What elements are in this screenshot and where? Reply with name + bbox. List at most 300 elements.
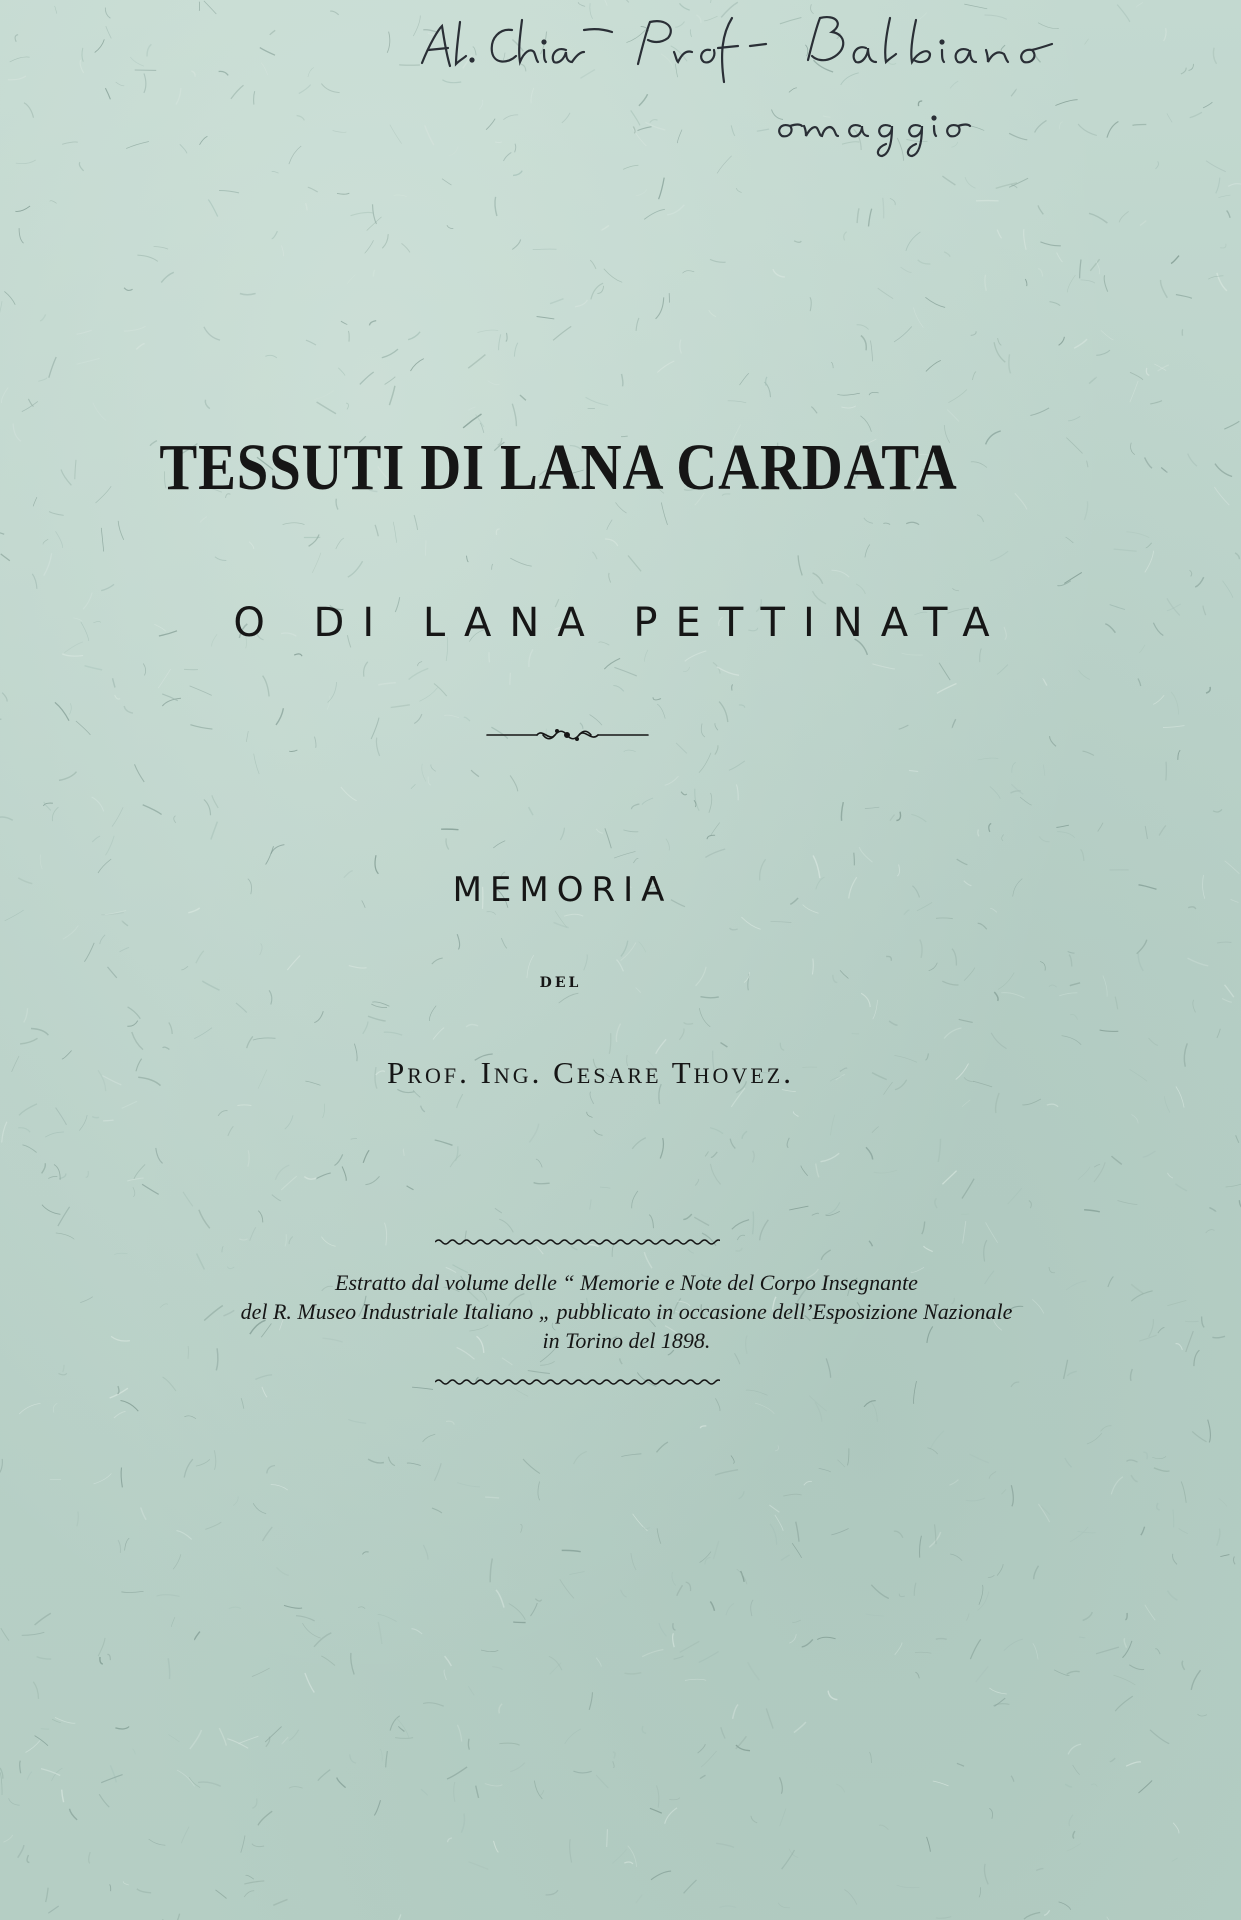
paper-fiber bbox=[826, 1211, 840, 1215]
paper-fiber bbox=[196, 951, 204, 963]
paper-fiber bbox=[1043, 765, 1045, 776]
paper-fiber bbox=[499, 1743, 519, 1745]
paper-fiber bbox=[260, 48, 275, 56]
paper-fiber bbox=[751, 1600, 753, 1616]
paper-fiber bbox=[409, 668, 429, 679]
paper-fiber bbox=[971, 331, 976, 335]
paper-fiber bbox=[52, 807, 58, 821]
paper-fiber bbox=[171, 1914, 180, 1920]
paper-fiber bbox=[273, 1899, 287, 1905]
paper-fiber bbox=[8, 76, 26, 80]
paper-fiber bbox=[299, 85, 311, 94]
paper-fiber bbox=[1009, 178, 1028, 187]
paper-fiber bbox=[643, 1527, 650, 1529]
paper-fiber bbox=[282, 1737, 288, 1744]
paper-fiber bbox=[733, 1705, 739, 1719]
paper-fiber bbox=[886, 956, 891, 960]
paper-fiber bbox=[666, 839, 670, 851]
paper-fiber bbox=[1206, 161, 1226, 172]
paper-fiber bbox=[227, 1739, 248, 1749]
paper-fiber bbox=[116, 82, 125, 86]
paper-fiber bbox=[915, 1672, 919, 1678]
paper-fiber bbox=[360, 372, 374, 384]
paper-fiber bbox=[607, 1829, 608, 1847]
paper-fiber bbox=[0, 1772, 2, 1795]
paper-fiber bbox=[1231, 899, 1239, 902]
paper-fiber bbox=[993, 1704, 1009, 1706]
paper-fiber bbox=[914, 1583, 916, 1596]
paper-fiber bbox=[363, 1150, 369, 1163]
paper-fiber bbox=[883, 523, 890, 524]
paper-fiber bbox=[841, 802, 843, 821]
paper-fiber bbox=[496, 529, 499, 535]
paper-fiber bbox=[760, 1220, 769, 1241]
paper-fiber bbox=[37, 1657, 52, 1660]
paper-fiber bbox=[874, 1170, 897, 1173]
paper-fiber bbox=[376, 738, 379, 756]
paper-fiber bbox=[407, 1186, 414, 1190]
paper-fiber bbox=[669, 1798, 680, 1800]
paper-fiber bbox=[127, 1178, 143, 1181]
paper-fiber bbox=[730, 1139, 735, 1149]
paper-fiber bbox=[926, 360, 941, 371]
paper-fiber bbox=[63, 1365, 64, 1372]
paper-fiber bbox=[106, 26, 112, 38]
paper-fiber bbox=[844, 1890, 857, 1905]
paper-fiber bbox=[476, 1786, 479, 1798]
paper-fiber bbox=[200, 136, 208, 145]
paper-fiber bbox=[680, 340, 682, 354]
paper-fiber bbox=[1150, 401, 1162, 404]
paper-fiber bbox=[204, 1, 216, 14]
paper-fiber bbox=[935, 1198, 937, 1208]
paper-fiber bbox=[810, 297, 811, 311]
heading-memoria: MEMORIA bbox=[452, 870, 673, 910]
paper-fiber bbox=[944, 252, 950, 257]
paper-fiber bbox=[390, 125, 402, 144]
paper-fiber bbox=[825, 1202, 839, 1215]
paper-fiber bbox=[18, 1845, 24, 1858]
paper-fiber bbox=[607, 520, 612, 530]
paper-fiber bbox=[685, 1679, 706, 1680]
paper-fiber bbox=[144, 74, 146, 93]
paper-fiber bbox=[158, 669, 171, 688]
paper-fiber bbox=[1011, 784, 1023, 794]
paper-fiber bbox=[428, 777, 431, 786]
paper-fiber bbox=[100, 935, 105, 944]
paper-fiber bbox=[660, 1138, 663, 1159]
paper-fiber bbox=[736, 1248, 743, 1251]
paper-fiber bbox=[920, 940, 922, 958]
paper-fiber bbox=[550, 1663, 561, 1675]
paper-fiber bbox=[950, 1554, 962, 1561]
paper-fiber bbox=[694, 1217, 709, 1225]
paper-fiber bbox=[529, 807, 533, 815]
paper-fiber bbox=[1083, 751, 1095, 755]
wavy-rule-icon bbox=[435, 1232, 720, 1252]
paper-fiber bbox=[780, 1777, 783, 1793]
paper-fiber bbox=[1024, 1912, 1040, 1919]
paper-fiber bbox=[878, 288, 893, 299]
paper-fiber bbox=[665, 776, 679, 785]
paper-fiber bbox=[1069, 1815, 1073, 1826]
paper-fiber bbox=[559, 993, 579, 1003]
paper-fiber bbox=[998, 338, 1002, 345]
paper-fiber bbox=[569, 1572, 584, 1575]
paper-fiber bbox=[321, 84, 339, 93]
paper-fiber bbox=[560, 1579, 574, 1598]
paper-fiber bbox=[978, 830, 979, 837]
paper-fiber bbox=[564, 914, 583, 916]
paper-fiber bbox=[389, 386, 395, 405]
paper-fiber bbox=[715, 1470, 738, 1475]
paper-fiber bbox=[562, 1550, 581, 1551]
paper-fiber bbox=[222, 1247, 224, 1253]
paper-fiber bbox=[1192, 1431, 1206, 1442]
paper-fiber bbox=[590, 260, 596, 269]
paper-fiber bbox=[716, 1843, 734, 1847]
paper-fiber bbox=[929, 1532, 941, 1547]
paper-fiber bbox=[219, 71, 229, 75]
paper-fiber bbox=[194, 1028, 212, 1039]
paper-fiber bbox=[894, 1531, 903, 1538]
paper-fiber bbox=[1, 554, 10, 561]
paper-fiber bbox=[390, 1716, 400, 1731]
paper-fiber bbox=[418, 662, 422, 667]
paper-fiber bbox=[1064, 572, 1082, 583]
paper-fiber bbox=[592, 552, 597, 559]
paper-fiber bbox=[890, 815, 895, 821]
paper-fiber bbox=[422, 764, 426, 782]
paper-fiber bbox=[285, 1115, 293, 1129]
paper-fiber bbox=[787, 1138, 789, 1148]
paper-fiber bbox=[710, 1164, 720, 1185]
paper-fiber bbox=[976, 1667, 989, 1683]
paper-fiber bbox=[1036, 1869, 1043, 1871]
paper-fiber bbox=[244, 1881, 264, 1884]
paper-fiber bbox=[673, 1623, 676, 1630]
paper-fiber bbox=[219, 1728, 226, 1746]
paper-fiber bbox=[650, 1808, 662, 1813]
paper-fiber bbox=[309, 535, 319, 547]
paper-fiber bbox=[914, 308, 924, 328]
paper-fiber bbox=[726, 1603, 734, 1615]
paper-fiber bbox=[323, 1104, 325, 1118]
paper-fiber bbox=[240, 293, 256, 294]
paper-fiber bbox=[639, 942, 646, 953]
paper-fiber bbox=[990, 787, 1000, 799]
paper-fiber bbox=[130, 57, 144, 66]
paper-fiber bbox=[181, 1827, 189, 1844]
paper-fiber bbox=[101, 913, 124, 915]
paper-fiber bbox=[77, 330, 92, 334]
paper-fiber bbox=[529, 649, 533, 667]
paper-fiber bbox=[1215, 464, 1232, 477]
paper-fiber bbox=[464, 717, 470, 721]
paper-fiber bbox=[125, 1538, 130, 1550]
paper-fiber bbox=[1029, 1201, 1032, 1209]
paper-fiber bbox=[284, 1605, 302, 1608]
paper-fiber bbox=[605, 828, 611, 848]
paper-fiber bbox=[205, 1522, 221, 1529]
paper-fiber bbox=[218, 1111, 227, 1116]
paper-fiber bbox=[1158, 365, 1169, 371]
paper-fiber bbox=[1050, 736, 1057, 746]
paper-fiber bbox=[423, 1545, 428, 1560]
paper-fiber bbox=[137, 1889, 151, 1893]
paper-fiber bbox=[990, 551, 1008, 561]
paper-fiber bbox=[1011, 791, 1021, 793]
paper-fiber bbox=[233, 1497, 238, 1506]
paper-fiber bbox=[620, 1358, 623, 1364]
paper-fiber bbox=[105, 88, 110, 99]
paper-fiber bbox=[728, 401, 747, 403]
paper-fiber bbox=[35, 1613, 51, 1625]
paper-fiber bbox=[1145, 826, 1147, 839]
paper-fiber bbox=[425, 540, 426, 555]
paper-fiber bbox=[1208, 1420, 1211, 1443]
paper-fiber bbox=[628, 556, 641, 572]
paper-fiber bbox=[488, 381, 500, 385]
paper-fiber bbox=[312, 553, 321, 573]
paper-fiber bbox=[906, 522, 919, 524]
paper-fiber bbox=[471, 770, 479, 777]
paper-fiber bbox=[1195, 577, 1204, 587]
paper-fiber bbox=[1222, 999, 1232, 1003]
paper-fiber bbox=[1224, 421, 1239, 429]
paper-fiber bbox=[657, 1785, 659, 1807]
paper-fiber bbox=[531, 1603, 538, 1616]
paper-fiber bbox=[879, 1825, 888, 1830]
paper-fiber bbox=[101, 1775, 122, 1783]
paper-fiber bbox=[10, 57, 30, 62]
paper-fiber bbox=[1193, 1000, 1196, 1013]
paper-fiber bbox=[43, 539, 48, 544]
paper-fiber bbox=[713, 1541, 718, 1559]
paper-fiber bbox=[614, 667, 636, 676]
paper-fiber bbox=[1123, 1641, 1132, 1658]
excerpt-note-line-2: del R. Museo Industriale Italiano „ pubblicato in occasione dell’Esposizione Nazionale bbox=[240, 1299, 1013, 1324]
paper-fiber bbox=[106, 836, 115, 856]
paper-fiber bbox=[94, 1473, 112, 1484]
paper-fiber bbox=[253, 1503, 266, 1514]
paper-fiber bbox=[1126, 1762, 1141, 1766]
paper-fiber bbox=[1206, 687, 1210, 693]
paper-fiber bbox=[1217, 1529, 1220, 1546]
paper-fiber bbox=[1161, 468, 1167, 473]
paper-fiber bbox=[190, 1730, 202, 1749]
paper-fiber bbox=[372, 1002, 389, 1006]
paper-fiber bbox=[624, 1862, 633, 1864]
paper-fiber bbox=[1236, 1135, 1239, 1143]
paper-fiber bbox=[1139, 645, 1145, 653]
paper-fiber bbox=[869, 392, 879, 395]
paper-fiber bbox=[455, 1146, 458, 1161]
paper-fiber bbox=[991, 1033, 1006, 1049]
paper-fiber bbox=[358, 1607, 365, 1609]
paper-fiber bbox=[933, 1781, 949, 1786]
paper-fiber bbox=[368, 1459, 384, 1463]
paper-fiber bbox=[836, 1784, 845, 1792]
paper-fiber bbox=[0, 817, 13, 820]
paper-fiber bbox=[392, 1914, 401, 1920]
paper-fiber bbox=[1217, 942, 1231, 943]
paper-fiber bbox=[740, 373, 749, 385]
paper-fiber bbox=[1096, 350, 1110, 355]
paper-fiber bbox=[854, 853, 855, 866]
paper-fiber bbox=[52, 1719, 61, 1723]
paper-fiber bbox=[28, 399, 33, 407]
paper-fiber bbox=[861, 336, 866, 351]
paper-fiber bbox=[113, 678, 115, 687]
paper-fiber bbox=[1100, 1030, 1119, 1031]
paper-fiber bbox=[252, 1668, 270, 1677]
paper-fiber bbox=[147, 44, 151, 56]
paper-fiber bbox=[248, 1150, 249, 1166]
paper-fiber bbox=[287, 956, 300, 971]
paper-fiber bbox=[79, 1115, 87, 1131]
paper-fiber bbox=[229, 1607, 241, 1609]
paper-fiber bbox=[590, 1092, 594, 1104]
paper-fiber bbox=[739, 1491, 745, 1499]
paper-fiber bbox=[1190, 570, 1192, 576]
paper-fiber bbox=[103, 1120, 114, 1121]
paper-fiber bbox=[351, 1138, 357, 1139]
paper-fiber bbox=[56, 531, 63, 548]
paper-fiber bbox=[700, 1775, 705, 1779]
paper-fiber bbox=[394, 195, 407, 197]
paper-fiber bbox=[590, 1200, 592, 1210]
paper-fiber bbox=[431, 765, 436, 772]
paper-fiber bbox=[904, 910, 909, 915]
paper-fiber bbox=[177, 1770, 195, 1786]
paper-fiber bbox=[82, 48, 83, 62]
paper-fiber bbox=[403, 1149, 404, 1156]
paper-fiber bbox=[476, 415, 484, 427]
paper-fiber bbox=[978, 923, 987, 929]
paper-fiber bbox=[306, 203, 308, 210]
paper-fiber bbox=[1155, 1649, 1160, 1654]
paper-fiber bbox=[657, 704, 665, 719]
paper-fiber bbox=[920, 1536, 922, 1558]
paper-fiber bbox=[260, 944, 262, 955]
paper-fiber bbox=[239, 1239, 247, 1240]
paper-fiber bbox=[536, 1159, 542, 1168]
paper-fiber bbox=[789, 1634, 796, 1643]
paper-fiber bbox=[1172, 1858, 1178, 1861]
paper-fiber bbox=[781, 1555, 790, 1561]
paper-fiber bbox=[970, 1639, 980, 1659]
paper-fiber bbox=[1217, 1029, 1220, 1038]
paper-fiber bbox=[118, 521, 124, 540]
paper-fiber bbox=[318, 1770, 330, 1781]
paper-fiber bbox=[1038, 1504, 1049, 1522]
paper-fiber bbox=[742, 1131, 747, 1139]
paper-fiber bbox=[830, 1115, 835, 1136]
paper-fiber bbox=[929, 963, 938, 971]
paper-fiber bbox=[247, 1036, 253, 1048]
paper-fiber bbox=[44, 802, 51, 811]
paper-fiber bbox=[789, 1206, 808, 1210]
paper-fiber bbox=[50, 201, 57, 204]
paper-fiber bbox=[717, 156, 732, 174]
paper-fiber bbox=[709, 793, 712, 813]
paper-fiber bbox=[1068, 951, 1075, 953]
paper-fiber bbox=[391, 705, 410, 708]
paper-fiber bbox=[848, 1448, 849, 1465]
paper-fiber bbox=[161, 272, 174, 282]
paper-fiber bbox=[604, 269, 622, 283]
paper-fiber bbox=[22, 1632, 45, 1635]
paper-fiber bbox=[813, 573, 823, 584]
paper-fiber bbox=[1119, 211, 1129, 222]
paper-fiber bbox=[184, 1416, 196, 1419]
paper-fiber bbox=[414, 714, 422, 723]
paper-fiber bbox=[382, 234, 388, 248]
paper-fiber bbox=[657, 1442, 668, 1452]
paper-fiber bbox=[550, 299, 564, 304]
paper-fiber bbox=[866, 1614, 884, 1616]
paper-fiber bbox=[948, 390, 967, 403]
paper-fiber bbox=[80, 60, 83, 73]
paper-fiber bbox=[861, 993, 870, 1007]
paper-fiber bbox=[612, 1849, 626, 1863]
paper-fiber bbox=[110, 1388, 128, 1398]
paper-fiber bbox=[642, 798, 653, 805]
paper-fiber bbox=[605, 539, 618, 546]
paper-fiber bbox=[857, 325, 869, 330]
paper-fiber bbox=[896, 812, 900, 821]
paper-fiber bbox=[32, 574, 37, 589]
paper-fiber bbox=[1181, 1482, 1186, 1503]
paper-fiber bbox=[701, 997, 719, 998]
paper-fiber bbox=[513, 1622, 525, 1623]
paper-fiber bbox=[123, 1881, 129, 1885]
paper-fiber bbox=[58, 1207, 70, 1226]
paper-fiber bbox=[1179, 1528, 1188, 1533]
paper-fiber bbox=[730, 928, 738, 930]
paper-fiber bbox=[1011, 185, 1017, 188]
paper-fiber bbox=[9, 1798, 20, 1805]
paper-fiber bbox=[676, 743, 687, 753]
paper-fiber bbox=[254, 754, 260, 774]
paper-fiber bbox=[1012, 763, 1016, 773]
paper-fiber bbox=[45, 1132, 64, 1137]
paper-fiber bbox=[984, 1240, 987, 1261]
paper-fiber bbox=[707, 835, 715, 839]
paper-fiber bbox=[411, 784, 416, 789]
paper-fiber bbox=[46, 1888, 49, 1902]
paper-fiber bbox=[570, 1839, 572, 1862]
paper-fiber bbox=[775, 1445, 778, 1451]
paper-fiber bbox=[659, 178, 665, 200]
paper-fiber bbox=[447, 1767, 467, 1779]
paper-fiber bbox=[95, 39, 105, 52]
paper-fiber bbox=[792, 1620, 800, 1622]
paper-fiber bbox=[446, 1421, 454, 1425]
paper-fiber bbox=[1141, 1527, 1145, 1535]
paper-fiber bbox=[368, 1016, 386, 1021]
paper-fiber bbox=[231, 85, 244, 99]
paper-fiber bbox=[124, 706, 133, 713]
paper-fiber bbox=[421, 1106, 425, 1112]
paper-fiber bbox=[869, 209, 872, 227]
paper-fiber bbox=[1004, 1639, 1023, 1651]
paper-fiber bbox=[246, 1875, 254, 1879]
paper-fiber bbox=[365, 240, 374, 253]
paper-fiber bbox=[1167, 1173, 1173, 1178]
paper-fiber bbox=[994, 342, 1005, 362]
